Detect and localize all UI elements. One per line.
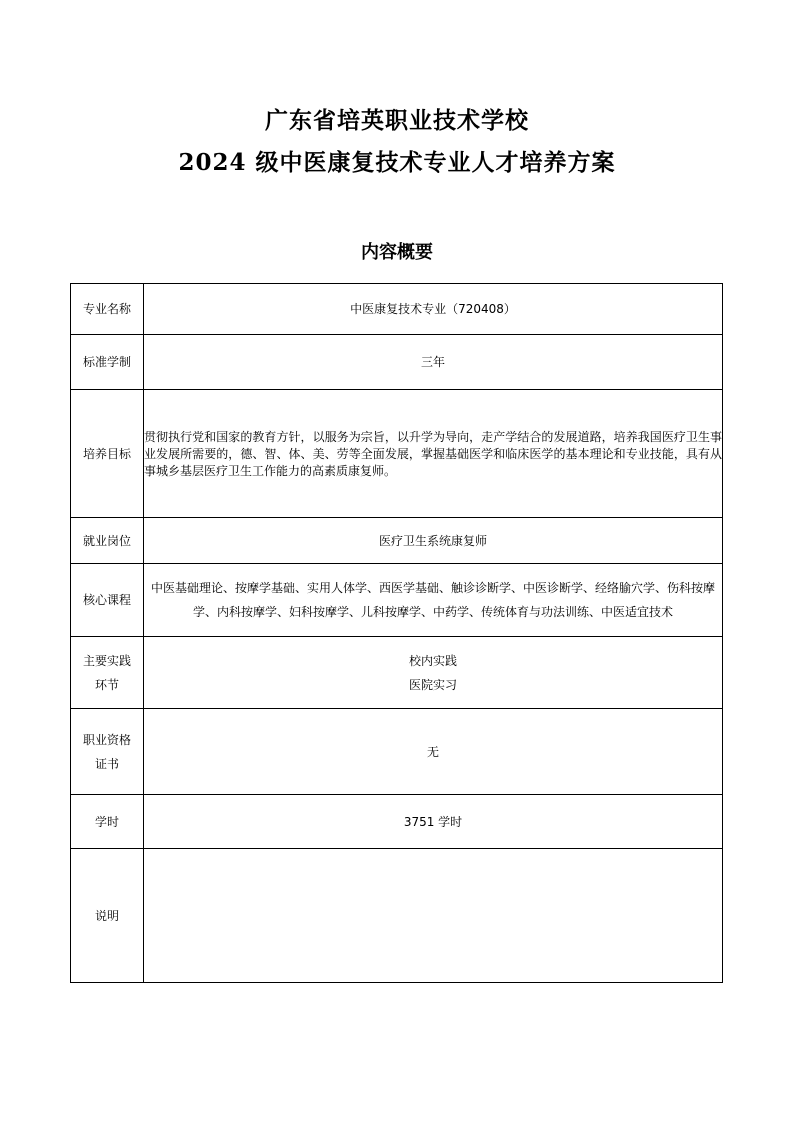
table-row-major-name <box>71 284 723 335</box>
table-row-notes <box>71 849 723 983</box>
practice-item: 医院实习 <box>408 677 457 692</box>
hours-value: 3751 学时 <box>144 795 723 849</box>
practice-label-line1: 主要实践 <box>82 653 131 668</box>
core-courses-label: 核心课程 <box>71 564 144 637</box>
table-row-core-courses <box>71 564 723 637</box>
section-title: 内容概要 <box>361 242 433 263</box>
table-row-certificate <box>71 709 723 795</box>
duration-label: 标准学制 <box>71 335 144 390</box>
certificate-value: 无 <box>144 709 723 795</box>
plan-title: 2024 级中医康复技术专业人才培养方案 <box>178 149 616 176</box>
practice-label-line2: 环节 <box>94 677 119 692</box>
practice-label <box>71 637 144 709</box>
major-name-value: 中医康复技术专业（720408） <box>144 284 723 335</box>
core-courses-value: 中医基础理论、按摩学基础、实用人体学、西医学基础、触诊诊断学、中医诊断学、经络腧穴学、伤科按摩学、内科按摩学、妇科按摩学、儿科按摩学、中药学、传统体育与功法训练、中医适宜技术 <box>144 564 723 637</box>
employment-label: 就业岗位 <box>71 518 144 564</box>
table-row-practice <box>71 637 723 709</box>
training-goal-label: 培养目标 <box>71 390 144 518</box>
summary-table <box>70 283 723 983</box>
certificate-label <box>71 709 144 795</box>
table-row-training-goal <box>71 390 723 518</box>
table-row-employment <box>71 518 723 564</box>
practice-item: 校内实践 <box>408 653 457 668</box>
employment-value: 医疗卫生系统康复师 <box>144 518 723 564</box>
certificate-label-line2: 证书 <box>94 756 119 771</box>
table-row-hours <box>71 795 723 849</box>
training-goal-value: 贯彻执行党和国家的教育方针，以服务为宗旨，以升学为导向，走产学结合的发展道路，培养我国医疗卫生事业发展所需要的，德、智、体、美、劳等全面发展，掌握基础医学和临床医学的基本理论和专业技能，具有从事城乡基层医疗卫生工作能力的高素质康复师。 <box>144 390 723 518</box>
certificate-label-line1: 职业资格 <box>82 732 131 747</box>
school-title: 广东省培英职业技术学校 <box>265 107 529 134</box>
table-row-duration <box>71 335 723 390</box>
hours-label: 学时 <box>71 795 144 849</box>
notes-value <box>144 849 723 983</box>
major-name-label: 专业名称 <box>71 284 144 335</box>
practice-value <box>144 637 723 709</box>
notes-label: 说明 <box>71 849 144 983</box>
duration-value: 三年 <box>144 335 723 390</box>
